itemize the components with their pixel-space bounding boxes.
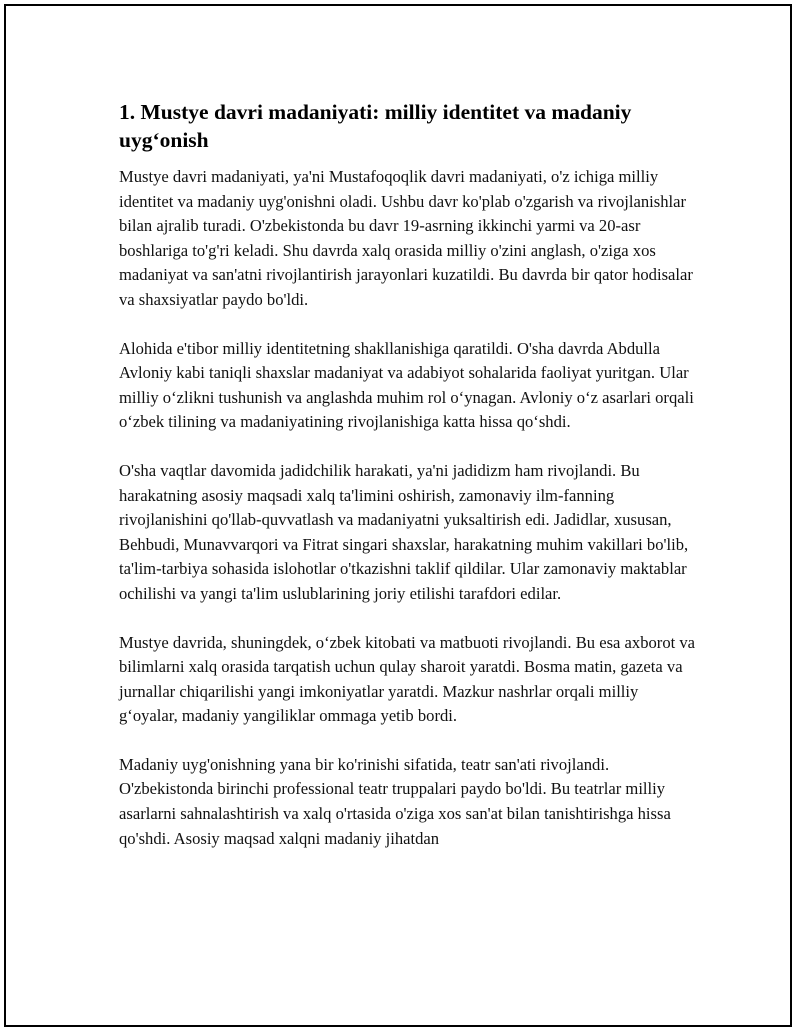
section-heading: 1. Mustye davri madaniyati: milliy identitet va madaniy uyg‘onish — [119, 100, 632, 152]
paragraph-1: Mustye davri madaniyati, ya'ni Mustafoqoqlik davri madaniyati, o'z ichiga milliy identitet va madaniy uyg'onishni oladi. Ushbu davr ko'plab o'zgarish va rivojlanishlar bilan ajralib turadi. O'zbekistonda bu davr 19-asrning ikkinchi yarmi va 20-asr boshlariga to'g'ri keladi. Shu davrda xalq orasida milliy o'zini anglash, o'ziga xos madaniyat va san'atni rivojlantirish jarayonlari kuzatildi. Bu davrda bir qator hodisalar va shaxsiyatlar paydo bo'ldi. — [119, 167, 693, 309]
page-frame — [4, 4, 792, 1027]
paragraph-4: Mustye davrida, shuningdek, o‘zbek kitobati va matbuoti rivojlandi. Bu esa axborot va bilimlarni xalq orasida tarqatish uchun qulay sharoit yaratdi. Bosma matin, gazeta va jurnallar chiqarilishi yangi imkoniyatlar yaratdi. Mazkur nashrlar orqali milliy g‘oyalar, madaniy yangiliklar ommaga yetib bordi. — [119, 632, 696, 726]
paragraph-2: Alohida e'tibor milliy identitetning shakllanishiga qaratildi. O'sha davrda Abdulla Avloniy kabi taniqli shaxslar madaniyat va adabiyot sohalarida faoliyat yuritgan. Ular milliy o‘zlikni tushunish va anglashda muhim rol o‘ynagan. Avloniy o‘z asarlari orqali o‘zbek tilining va madaniyatining rivojlanishiga katta hissa qo‘shdi. — [119, 338, 694, 432]
paragraph-5: Madaniy uyg'onishning yana bir ko'rinishi sifatida, teatr san'ati rivojlandi. O'zbekistonda birinchi professional teatr truppalari paydo bo'ldi. Bu teatrlar milliy asarlarni sahnalashtirish va xalq o'rtasida o'ziga xos san'at bilan tanishtirishga hissa qo'shdi. Asosiy maqsad xalqni madaniy jihatdan — [119, 754, 671, 848]
paragraph-3: O'sha vaqtlar davomida jadidchilik harakati, ya'ni jadidizm ham rivojlandi. Bu harakatning asosiy maqsadi xalq ta'limini oshirish, zamonaviy ilm-fanning rivojlanishini qo'llab-quvvatlash va madaniyatni yuksaltirish edi. Jadidlar, xususan, Behbudi, Munavvarqori va Fitrat singari shaxslar, harakatning muhim vakillari bo'lib, ta'lim-tarbiya sohasida islohotlar o'tkazishni taklif qildilar. Ular zamonaviy maktablar ochilishi va yangi ta'lim uslublarining joriy etilishi tarafdori edilar. — [119, 460, 689, 603]
document-content — [119, 98, 699, 875]
